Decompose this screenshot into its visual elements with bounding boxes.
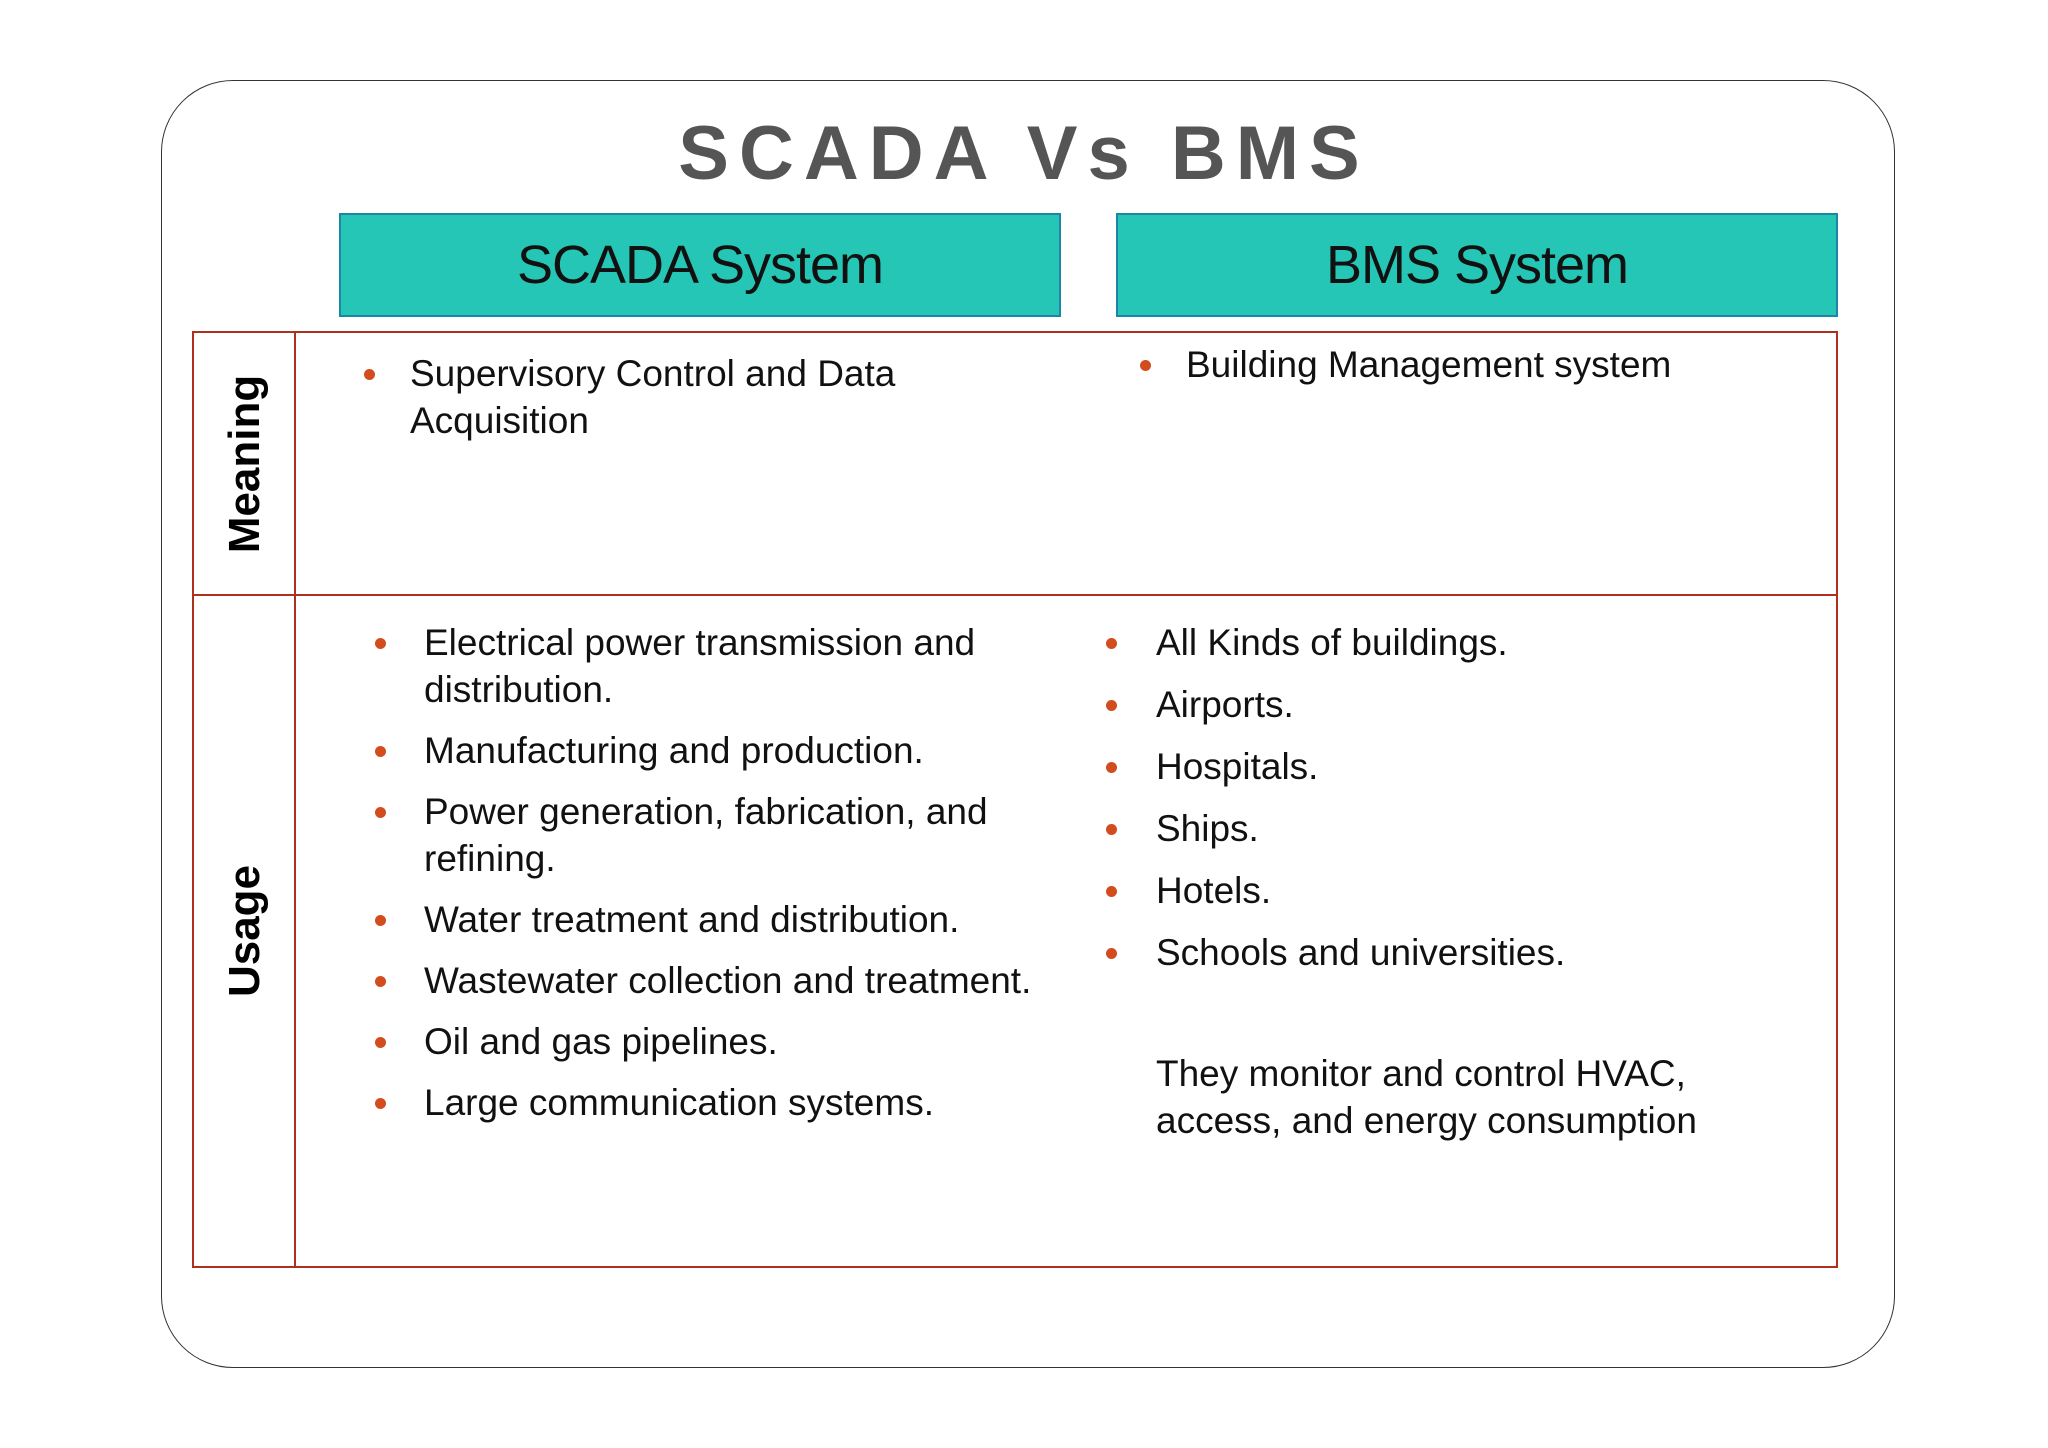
- table-bottom-border: [192, 1266, 1838, 1268]
- bullet-icon: [375, 1037, 386, 1048]
- row-label-meaning: [196, 333, 294, 594]
- list-item: [1104, 743, 1824, 790]
- list-item-text: Wastewater collection and treatment.: [424, 960, 1032, 1001]
- list-item: [372, 727, 1032, 774]
- table-right-border: [1836, 331, 1838, 1268]
- table-left-border: [192, 331, 194, 1268]
- bullet-icon: [375, 915, 386, 926]
- list-item-text: Power generation, fabrication, and refining.: [424, 791, 988, 879]
- list-item-text: All Kinds of buildings.: [1156, 622, 1508, 663]
- list-item: [1104, 681, 1824, 728]
- list-item: [1104, 929, 1824, 976]
- list-item: [1104, 619, 1824, 666]
- bullet-icon: [375, 807, 386, 818]
- list-item-text: Building Management system: [1186, 344, 1672, 385]
- list-item-text: Water treatment and distribution.: [424, 899, 960, 940]
- bullet-icon: [1106, 700, 1117, 711]
- header-scada-system: SCADA System: [339, 213, 1061, 317]
- usage-bms-cell: [1104, 619, 1824, 976]
- list-item-text: Ships.: [1156, 808, 1259, 849]
- row-label-meaning-text: Meaning: [220, 374, 270, 553]
- list-item: [372, 788, 1032, 882]
- list-item: [372, 896, 1032, 943]
- row-label-usage: [196, 596, 294, 1266]
- bullet-icon: [375, 746, 386, 757]
- meaning-bms-cell: [1134, 341, 1824, 388]
- bullet-icon: [1140, 360, 1151, 371]
- meaning-scada-cell: [358, 350, 938, 444]
- list-item-text: Electrical power transmission and distribution.: [424, 622, 976, 710]
- list-item-text: Oil and gas pipelines.: [424, 1021, 778, 1062]
- bullet-icon: [375, 976, 386, 987]
- bullet-icon: [1106, 824, 1117, 835]
- list-item: [1104, 805, 1824, 852]
- bullet-icon: [375, 638, 386, 649]
- bullet-icon: [1106, 762, 1117, 773]
- list-item-text: Schools and universities.: [1156, 932, 1566, 973]
- table-top-border: [192, 331, 1838, 333]
- bullet-icon: [364, 369, 375, 380]
- bullet-icon: [1106, 638, 1117, 649]
- list-item: [358, 350, 938, 444]
- list-item-text: Hospitals.: [1156, 746, 1319, 787]
- list-item: [1104, 867, 1824, 914]
- slide-title: SCADA Vs BMS: [678, 111, 1370, 196]
- list-item-text: Large communication systems.: [424, 1082, 934, 1123]
- list-item: [372, 619, 1032, 713]
- list-item-text: Airports.: [1156, 684, 1294, 725]
- list-item: [372, 957, 1032, 1004]
- list-item-text: Hotels.: [1156, 870, 1272, 911]
- row-label-usage-text: Usage: [220, 864, 270, 998]
- list-item: [372, 1079, 1032, 1126]
- list-item-text: Manufacturing and production.: [424, 730, 924, 771]
- usage-scada-cell: [372, 619, 1032, 1126]
- bullet-icon: [1106, 886, 1117, 897]
- table-row-divider: [192, 594, 1838, 596]
- table-label-divider: [294, 331, 296, 1268]
- header-bms-system: BMS System: [1116, 213, 1838, 317]
- bullet-icon: [1106, 948, 1117, 959]
- list-item: [1134, 341, 1824, 388]
- bms-usage-note: They monitor and control HVAC, access, and energy consumption: [1156, 1053, 1697, 1141]
- bullet-icon: [375, 1098, 386, 1109]
- list-item: [372, 1018, 1032, 1065]
- list-item-text: Supervisory Control and Data Acquisition: [410, 353, 896, 441]
